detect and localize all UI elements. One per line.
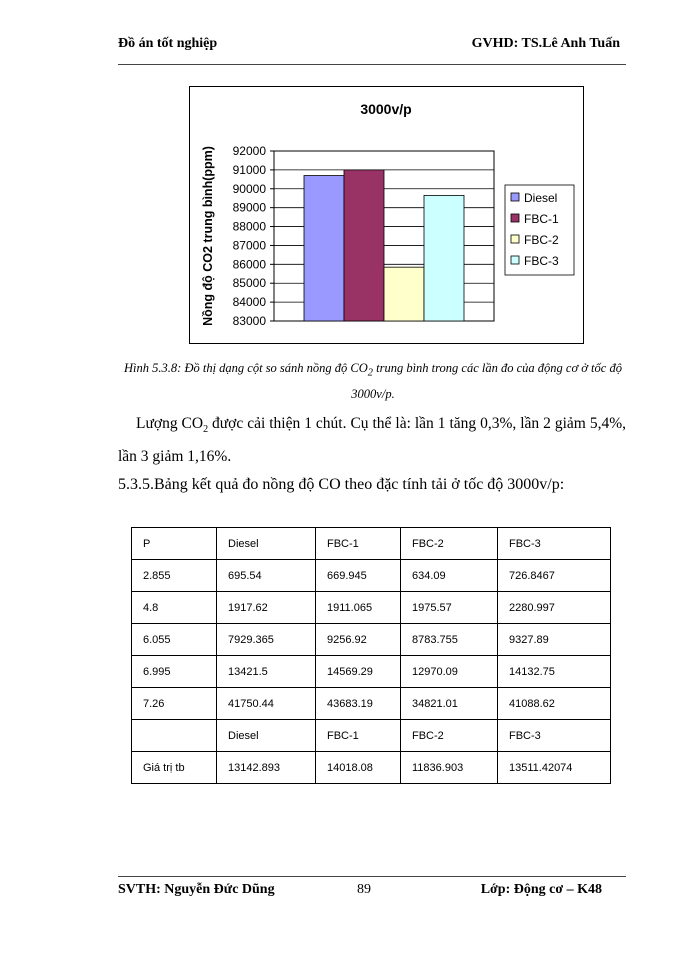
legend-swatch [511,193,519,201]
table-cell: 1975.57 [401,592,498,624]
table-cell: 43683.19 [316,688,401,720]
paragraph-subscript: 2 [203,424,209,436]
bar-fbc-3 [424,195,464,321]
table-cell: 9327.89 [498,624,611,656]
header-divider [118,64,626,65]
body-paragraph [118,410,626,470]
paragraph-suffix: được cải thiện 1 chút. Cụ thể là: lần 1 tăng 0,3%, lần 2 giảm 5,4%, lần 3 giảm 1,16%. [118,415,626,466]
legend-label: FBC-1 [524,212,559,226]
table-cell: 41088.62 [498,688,611,720]
table-cell: 726.8467 [498,560,611,592]
table-cell: 8783.755 [401,624,498,656]
table-cell: 14018.08 [316,752,401,784]
footer-class: Lớp: Động cơ – K48 [480,882,602,897]
y-tick-label: 88000 [232,219,266,234]
table-row [132,688,611,720]
footer-divider [118,876,626,877]
table-cell: Diesel [217,720,316,752]
header-right-advisor: GVHD: TS.Lê Anh Tuấn [471,36,620,51]
table-cell: 14569.29 [316,656,401,688]
table-cell: 7.26 [132,688,217,720]
y-tick-label: 92000 [232,144,266,158]
table-cell: 695.54 [217,560,316,592]
bar-fbc-2 [384,267,424,321]
page-number: 89 [357,882,371,897]
caption-prefix: Hình 5.3.8: Đồ thị dạng cột so sánh nồng độ CO [124,361,368,375]
legend-label: FBC-2 [524,233,559,247]
table-cell: FBC-1 [316,528,401,560]
table-cell: 669.945 [316,560,401,592]
bar-diesel [304,176,344,321]
legend-label: FBC-3 [524,254,559,268]
table-cell: 634.09 [401,560,498,592]
co-results-table [131,527,611,784]
bar-fbc-1 [344,170,384,321]
table-row [132,656,611,688]
paragraph-prefix: Lượng CO [136,415,204,432]
chart-title: 3000v/p [360,101,412,117]
y-tick-label: 86000 [232,257,266,272]
legend-swatch [511,214,519,222]
table-cell: FBC-3 [498,528,611,560]
table-row [132,752,611,784]
figure-caption [118,358,628,404]
caption-subscript: 2 [367,367,373,379]
section-heading: 5.3.5.Bảng kết quả đo nồng độ CO theo đặc tính tải ở tốc độ 3000v/p: [118,476,565,493]
footer-student: SVTH: Nguyễn Đức Dũng [118,882,275,897]
legend-swatch [511,235,519,243]
y-axis-label: Nồng độ CO2 trung bình(ppm) [201,146,215,326]
table-row [132,624,611,656]
table-cell [132,720,217,752]
legend-label: Diesel [524,191,558,205]
y-tick-label: 90000 [232,181,266,196]
table-cell: 11836.903 [401,752,498,784]
table-cell: 13421.5 [217,656,316,688]
y-tick-label: 87000 [232,238,266,253]
co2-bar-chart [189,86,584,344]
table-row [132,720,611,752]
y-tick-label: 91000 [232,162,266,177]
table-cell: 7929.365 [217,624,316,656]
table-cell: 1917.62 [217,592,316,624]
y-tick-label: 89000 [232,200,266,215]
table-cell: 13511.42074 [498,752,611,784]
chart-svg [190,87,583,343]
table-cell: 2280.997 [498,592,611,624]
table-cell: Diesel [217,528,316,560]
y-tick-label: 83000 [232,314,266,328]
table-row [132,592,611,624]
table-cell: 1911.065 [316,592,401,624]
table-cell: 2.855 [132,560,217,592]
table-row [132,528,611,560]
legend-swatch [511,256,519,264]
table-cell: 4.8 [132,592,217,624]
table-cell: FBC-3 [498,720,611,752]
table-cell: Giá trị tb [132,752,217,784]
table-cell: 41750.44 [217,688,316,720]
y-tick-label: 84000 [232,295,266,310]
table-cell: 6.055 [132,624,217,656]
table-cell: FBC-2 [401,528,498,560]
y-tick-label: 85000 [232,276,266,291]
header-left-title: Đồ án tốt nghiệp [118,36,218,51]
table-cell: FBC-2 [401,720,498,752]
caption-suffix: trung bình trong các lần đo của động cơ ở tốc độ 3000v/p. [351,361,622,401]
table-row [132,560,611,592]
table-cell: FBC-1 [316,720,401,752]
table-cell: 34821.01 [401,688,498,720]
table-cell: 14132.75 [498,656,611,688]
table-cell: P [132,528,217,560]
table-cell: 12970.09 [401,656,498,688]
table-cell: 13142.893 [217,752,316,784]
table-cell: 9256.92 [316,624,401,656]
table-cell: 6.995 [132,656,217,688]
